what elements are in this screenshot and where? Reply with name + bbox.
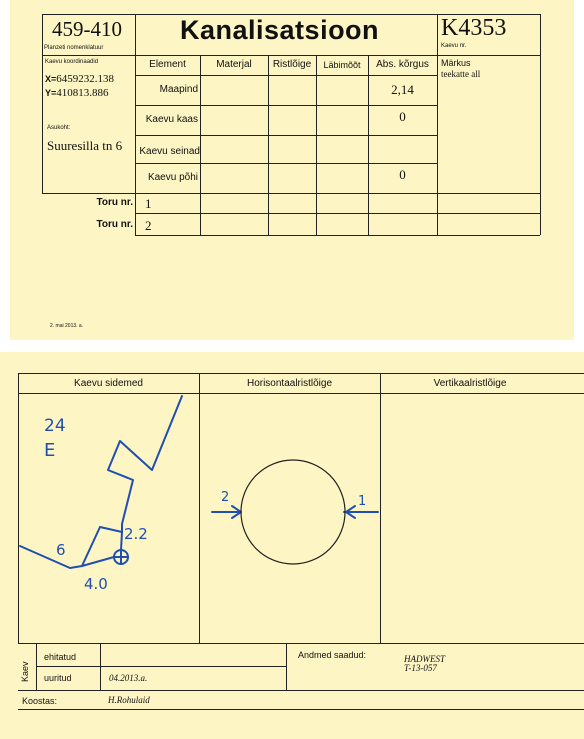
coord-y-label: Y=	[45, 88, 57, 98]
sketch-depth: 2.2	[124, 525, 148, 543]
location-value: Suuresilla tn 6	[47, 138, 123, 153]
coord-x-value: 6459232.138	[56, 73, 115, 85]
col-diameter: Läbimõõt	[323, 60, 361, 70]
sketch-manhole-section	[241, 460, 345, 564]
data-from-value-2: T-13-057	[404, 663, 437, 673]
pipe-2-value: 2	[145, 218, 152, 233]
col-cross-section: Ristlõige	[272, 59, 312, 70]
planzet-label: Planzeti nomenklatuur	[44, 45, 104, 51]
section-horizontal: Horisontaalristlõige	[246, 378, 333, 389]
surveyed-value: 04.2013.a.	[109, 673, 148, 683]
sketch-bottom-length: 4.0	[84, 575, 108, 593]
col-element: Element	[149, 59, 186, 70]
pipe-1-label: Toru nr.	[96, 197, 133, 208]
col-abs-height: Abs. kõrgus	[376, 59, 429, 70]
row-abs-lid: 0	[399, 109, 406, 124]
pipe-1-value: 1	[145, 196, 152, 211]
section-vertical: Vertikaalristlõige	[433, 378, 507, 389]
section-connections: Kaevu sidemed	[74, 378, 143, 389]
row-element-lid: Kaevu kaas	[145, 114, 198, 125]
row-abs-ground: 2,14	[391, 82, 414, 97]
compiled-label: Koostas:	[22, 696, 58, 706]
sketch-pipe-out-label: 1	[358, 494, 367, 509]
coord-y-value: 410813.886	[56, 87, 109, 99]
row-element-walls: Kaevu seinad	[139, 146, 200, 157]
sketch-boundary-line	[108, 396, 182, 532]
row-element-ground: Maapind	[159, 84, 198, 95]
data-from-value-1: HADWEST	[404, 654, 445, 664]
date-stamp: 2. mai 2013. a.	[50, 323, 84, 329]
remark-value: teekatte all	[441, 69, 481, 79]
built-label: ehitatud	[44, 652, 77, 662]
kaev-label: Kaev	[20, 661, 30, 682]
kaevu-number-label: Kaevu nr.	[441, 43, 467, 49]
coords-label: Kaevu koordinaadid	[45, 59, 99, 65]
location-label: Asukoht:	[47, 125, 71, 131]
coord-x-label: X=	[45, 74, 57, 84]
row-abs-bottom: 0	[399, 167, 406, 182]
data-from-label: Andmed saadud:	[298, 650, 367, 660]
page-title: Kanalisatsioon	[180, 15, 380, 45]
sketch-number: 24	[44, 416, 66, 436]
planzet-number: 459-410	[52, 17, 122, 41]
kaevu-number: K4353	[441, 15, 507, 41]
sketch-left-length: 6	[56, 541, 66, 559]
row-element-bottom: Kaevu põhi	[147, 172, 198, 183]
sketch-pipe-in-label: 2	[221, 490, 230, 505]
surveyed-label: uuritud	[44, 673, 72, 683]
remark-header: Märkus	[441, 58, 471, 68]
compiled-value: H.Rohulaid	[108, 695, 150, 705]
col-material: Materjal	[216, 59, 252, 70]
sketch-direction: E	[44, 440, 56, 461]
pipe-2-label: Toru nr.	[96, 219, 133, 230]
sketch-pipe-left	[20, 527, 122, 568]
